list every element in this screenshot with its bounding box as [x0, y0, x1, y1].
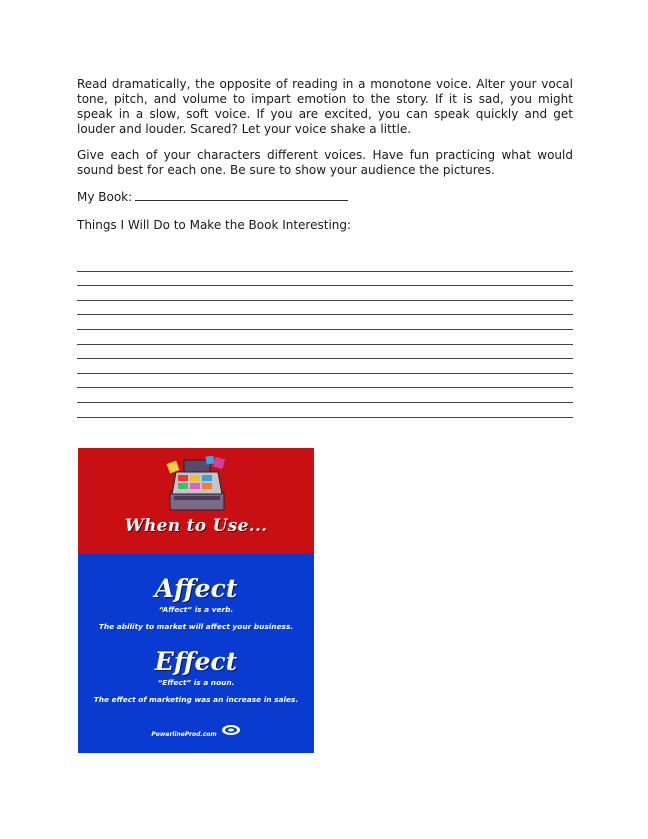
instruction-paragraph-2: Give each of your characters different voices. Have fun practicing what would sound best for each one. Be sure to show your audience the pictures.: [77, 148, 573, 177]
cash-register-icon: [166, 456, 228, 514]
my-book-label: My Book:: [77, 190, 133, 204]
writing-line: [77, 286, 573, 301]
things-label: Things I Will Do to Make the Book Interesting:: [77, 218, 352, 232]
poster-title: When to Use...: [124, 516, 268, 536]
writing-line: [77, 374, 573, 389]
writing-line: [77, 257, 573, 272]
my-book-blank-line: [135, 189, 348, 201]
affect-heading: Affect: [154, 574, 238, 603]
writing-line: [77, 272, 573, 287]
writing-line: [77, 330, 573, 345]
writing-line: [77, 315, 573, 330]
instruction-paragraph-1: Read dramatically, the opposite of reading in a monotone voice. Alter your vocal tone, pitch, and volume to impart emotion to the story. If it is sad, you might speak in a slow, soft voice. If you are excited, you can speak quickly and get louder and louder. Scared? Let your voice shake a little.: [77, 77, 573, 136]
writing-line: [77, 403, 573, 418]
effect-heading: Effect: [154, 647, 238, 676]
writing-line: [77, 301, 573, 316]
affect-example: The ability to market will affect your business.: [98, 622, 294, 631]
writing-line: [77, 388, 573, 403]
writing-line: [77, 345, 573, 360]
effect-definition: “Effect” is a noun.: [157, 678, 235, 687]
brand-logo-icon: [221, 724, 241, 736]
effect-example: The effect of marketing was an increase in sales.: [93, 695, 299, 704]
writing-lines: [77, 257, 573, 418]
brand-label: PowerlineProd.com: [151, 731, 217, 738]
affect-definition: “Affect” is a verb.: [158, 605, 234, 614]
affect-effect-poster: [78, 448, 314, 753]
my-book-row: [77, 189, 573, 205]
writing-line: [77, 359, 573, 374]
